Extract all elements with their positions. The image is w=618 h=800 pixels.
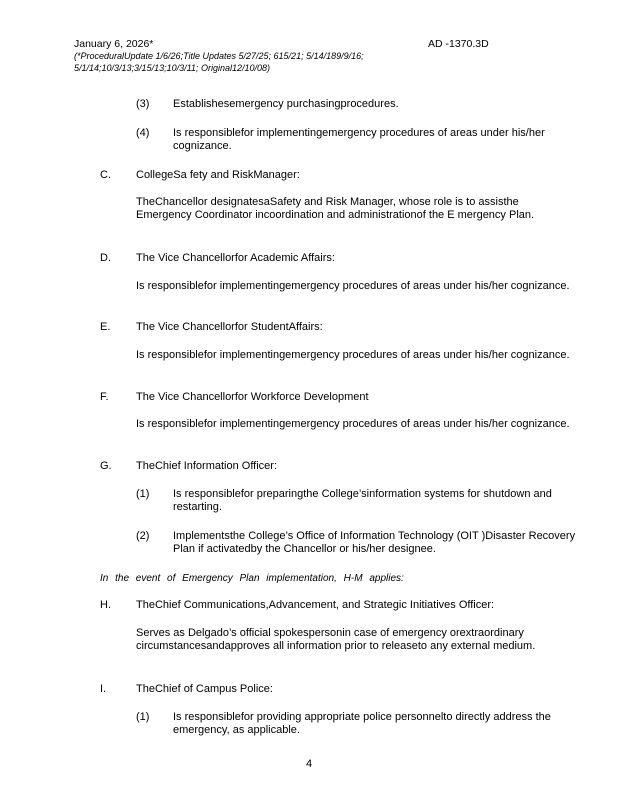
section-letter: I.	[100, 683, 107, 695]
section-body: Is responsiblefor implementingemergency procedures of areas under his/her cognizance.	[136, 349, 570, 361]
section-letter: F.	[100, 391, 109, 403]
section-body: Is responsiblefor implementingemergency procedures of areas under his/her cognizance.	[136, 418, 570, 430]
page-number: 4	[305, 758, 313, 770]
section-title: TheChief Communications,Advancement, and Strategic Initiatives Officer:	[136, 599, 495, 611]
section-letter: D.	[100, 252, 111, 264]
subitem-text: Is responsiblefor preparingthe College’sinformation systems for shutdown and restarting.	[173, 488, 552, 513]
subitem-number: (4)	[136, 127, 150, 139]
section-body: Is responsiblefor implementingemergency procedures of areas under his/her cognizance.	[136, 280, 570, 292]
section-body: Serves as Delgado’s official spokespersonin case of emergency orextraordinary circumstancesandapproves all information prior to releaseto any external medium.	[136, 627, 536, 652]
header-date: January 6, 2026*	[74, 38, 154, 50]
section-title: The Vice Chancellorfor Academic Affairs:	[136, 252, 335, 264]
section-letter: E.	[100, 321, 111, 333]
policy-code: AD -1370.3D	[428, 38, 489, 50]
section-title: TheChief of Campus Police:	[136, 683, 273, 695]
section-letter: H.	[100, 599, 111, 611]
section-letter: C.	[100, 169, 111, 181]
revision-history: (*ProceduralUpdate 1/6/26;Title Updates 5/27/25; 615/21; 5/14/189/9/16; 5/1/14;10/3/13;3/15/13;10/3/11; Original12/10/08)	[74, 51, 364, 73]
subitem-text: Is responsiblefor implementingemergency procedures of areas under his/her cognizance.	[173, 127, 545, 152]
subitem-number: (1)	[136, 711, 150, 723]
subitem-number: (3)	[136, 98, 150, 110]
subitem-text: Implementsthe College’s Office of Information Technology (OIT )Disaster Recovery Plan if activatedby the Chancellor or his/her designee.	[173, 530, 576, 555]
section-title: The Vice Chancellorfor Workforce Development	[136, 391, 369, 403]
subitem-text: Establishesemergency purchasingprocedures.	[173, 98, 399, 110]
subitem-text: Is responsiblefor providing appropriate police personnelto directly address the emergency, as applicable.	[173, 711, 551, 736]
section-title: CollegeSa fety and RiskManager:	[136, 169, 300, 181]
subitem-number: (1)	[136, 488, 150, 500]
applicability-note: In the event of Emergency Plan implementation, H-M applies:	[100, 573, 404, 584]
subitem-number: (2)	[136, 530, 150, 542]
section-body: TheChancellor designatesaSafety and Risk Manager, whose role is to assisthe Emergency Coordinator incoordination and administrationof the E mergency Plan.	[136, 196, 535, 221]
section-title: The Vice Chancellorfor StudentAffairs:	[136, 321, 323, 333]
section-title: TheChief Information Officer:	[136, 460, 278, 472]
section-letter: G.	[100, 460, 112, 472]
